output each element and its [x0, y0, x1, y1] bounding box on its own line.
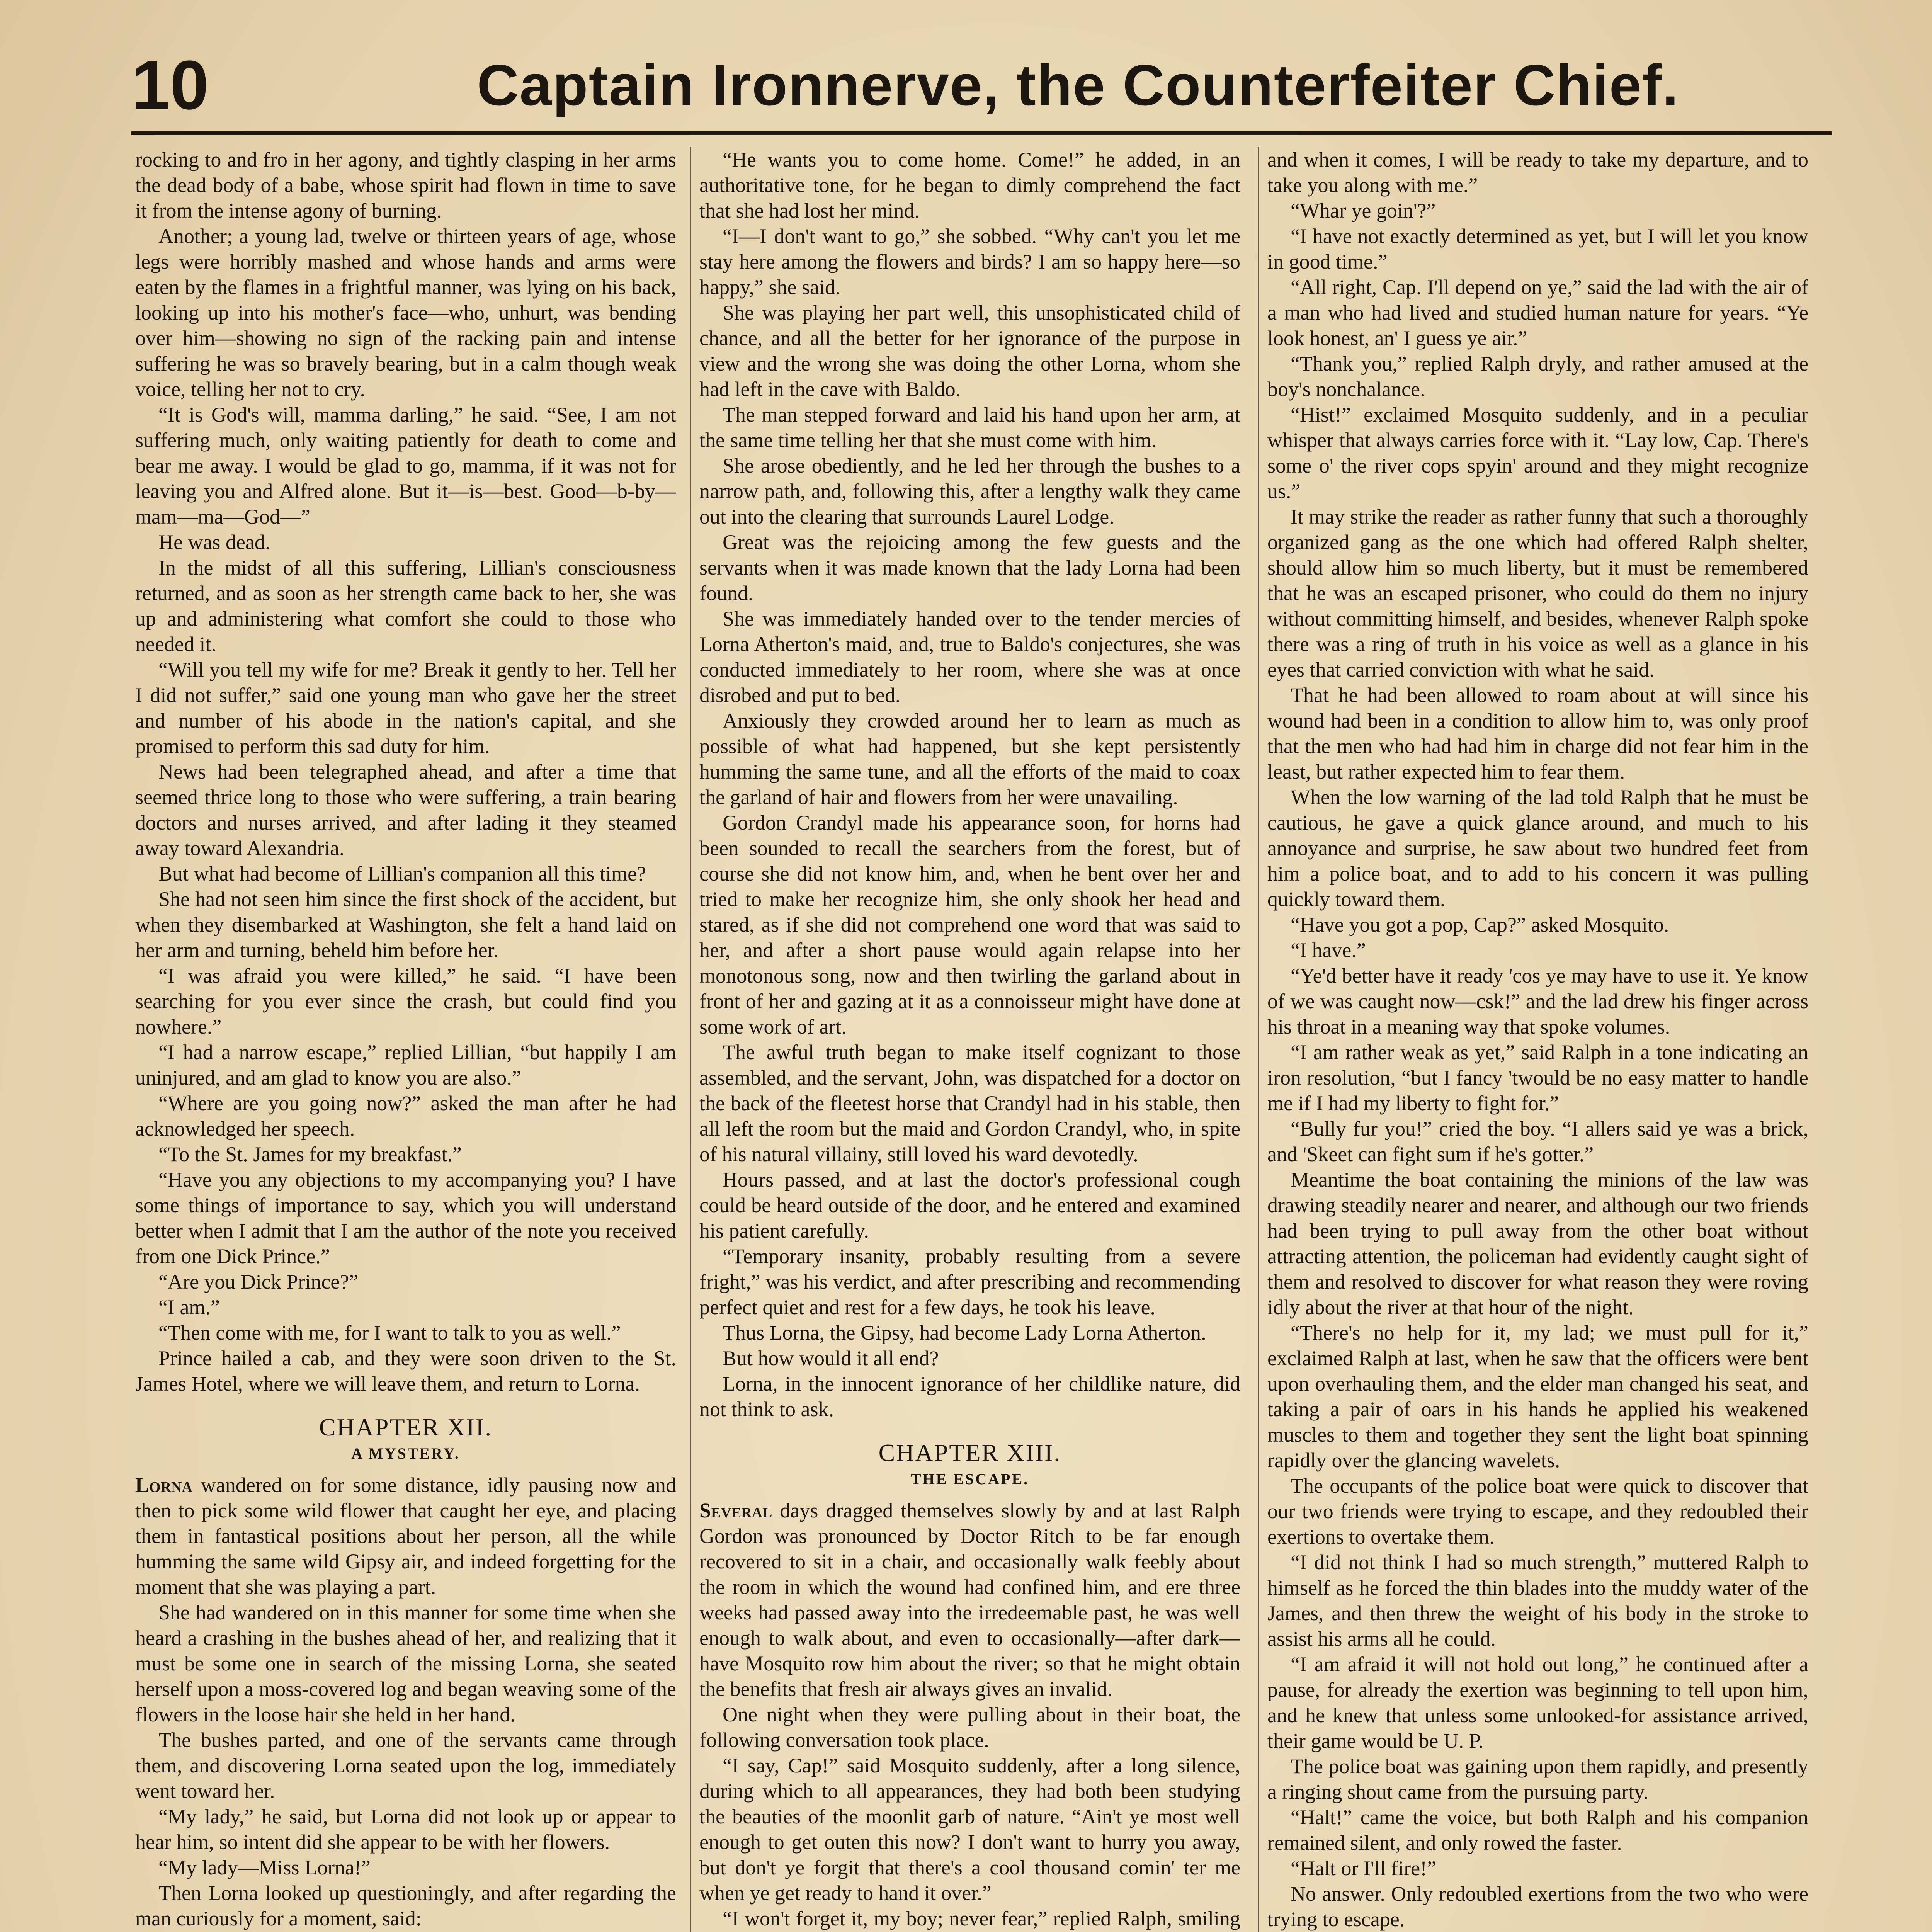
paragraph: “There's no help for it, my lad; we must pull for it,” exclaimed Ralph at last, when he saw that the officers were bent upon overhauling them, and the elder man changed his seat, and taking a pair of oars in his hands he applied his weakened muscles to them and together they sent the light boat spinning rapidly over the glancing wavelets. [1267, 1321, 1808, 1472]
paragraph: “I have.” [1291, 939, 1366, 962]
paragraph: “It is God's will, mamma darling,” he said. “See, I am not suffering much, only waiting patiently for death to come and bear me away. I would be glad to go, mamma, if it was not for leaving you and Alfred alone. But it—is—best. Good—b-by—mam—ma—God—” [135, 403, 676, 528]
lead-word: Several [699, 1499, 772, 1522]
paragraph: He was dead. [158, 531, 270, 554]
paragraph: “I—I don't want to go,” she sobbed. “Why can't you let me stay here among the flowers and birds? I am so happy here—so happy,” she said. [699, 224, 1240, 299]
paragraph: “Have you got a pop, Cap?” asked Mosquito. [1291, 913, 1669, 936]
paragraph-opening [699, 1498, 1240, 1702]
paragraph: “I say, Cap!” said Mosquito suddenly, after a long silence, during which to all appearances, they had both been studying the beauties of the moonlit garb of nature. “Ain't ye most well enough to get outen this now? I don't want to hurry you away, but don't ye forgit that there's a cool thousand comin' ter me when ye get ready to hand it over.” [699, 1754, 1240, 1905]
column-3 [1267, 147, 1808, 1932]
header-rule [131, 131, 1832, 135]
paragraph: Anxiously they crowded around her to learn as much as possible of what had happened, but she kept persistently humming the same tune, and all the efforts of the maid to coax the garland of hair and flowers from her were unavailing. [699, 709, 1240, 809]
paragraph: News had been telegraphed ahead, and after a time that seemed thrice long to those who were suffering, a train bearing doctors and nurses arrived, and after lading it they steamed away toward Alexandria. [135, 760, 676, 860]
paragraph: She was immediately handed over to the tender mercies of Lorna Atherton's maid, and, true to Baldo's conjectures, she was conducted immediately to her room, where she was at once disrobed and put to bed. [699, 607, 1240, 707]
column-1 [135, 147, 676, 1932]
paragraph: The man stepped forward and laid his hand upon her arm, at the same time telling her that she must come with him. [699, 403, 1240, 452]
paragraph: No answer. Only redoubled exertions from the two who were trying to escape. [1267, 1882, 1808, 1931]
paragraph: rocking to and fro in her agony, and tightly clasping in her arms the dead body of a babe, whose spirit had flown in time to save it from the intense agony of burning. [135, 148, 676, 222]
column-divider-2 [1258, 147, 1259, 1932]
paragraph: It may strike the reader as rather funny that such a thoroughly organized gang as the one which had offered Ralph shelter, should allow him so much liberty, but it must be remembered that he was an escaped prisoner, who could do them no injury without committing himself, and besides, whenever Ralph spoke there was a ring of truth in his voice as well as a glance in his eyes that carried conviction with what he said. [1267, 505, 1808, 681]
paragraph: The police boat was gaining upon them rapidly, and presently a ringing shout came from the pursuing party. [1267, 1755, 1808, 1803]
paragraph: “I did not think I had so much strength,” muttered Ralph to himself as he forced the thin blades into the muddy water of the James, and then threw the weight of his body in the stroke to assist his arms all he could. [1267, 1551, 1808, 1650]
paragraph: She arose obediently, and he led her through the bushes to a narrow path, and, following this, after a lengthy walk they came out into the clearing that surrounds Laurel Lodge. [699, 454, 1240, 528]
paragraph: “I have not exactly determined as yet, but I will let you know in good time.” [1267, 224, 1808, 273]
paragraph: “Will you tell my wife for me? Break it gently to her. Tell her I did not suffer,” said one young man who gave her the street and number of his abode in the nation's capital, and she promised to perform this sad duty for him. [135, 658, 676, 758]
paragraph-text: days dragged themselves slowly by and at last Ralph Gordon was pronounced by Doctor Ritch to be far enough recovered to sit in a chair, and occasionally walk feebly about the room in which the wound had confined him, and ere three weeks had passed away into the irredeemable past, he was well enough to walk about, and even to occasionally—after dark—have Mosquito row him about the river; so that he might obtain the benefits that fresh air always gives an invalid. [699, 1499, 1240, 1701]
paragraph: When the low warning of the lad told Ralph that he must be cautious, he gave a quick glance around, and much to his annoyance and surprise, he saw about two hundred feet from him a police boat, and to add to his concern it was pulling quickly toward them. [1267, 786, 1808, 911]
paragraph: “I am afraid it will not hold out long,” he continued after a pause, for already the exertion was beginning to tell upon him, and he knew that unless some unlooked-for assistance arrived, their game would be U. P. [1267, 1653, 1808, 1752]
paragraph: That he had been allowed to roam about at will since his wound had been in a condition to allow him to, was only proof that the men who had had him in charge did not fear him in the least, but rather expected him to fear them. [1267, 684, 1808, 783]
paragraph: “Halt!” came the voice, but both Ralph and his companion remained silent, and only rowed the faster. [1267, 1806, 1808, 1854]
paragraph: She was playing her part well, this unsophisticated child of chance, and all the better for her ignorance of the purpose in view and the wrong she was doing the other Lorna, whom she had left in the cave with Baldo. [699, 301, 1240, 401]
paragraph: “I won't forget it, my boy; never fear,” replied Ralph, smiling [723, 1907, 1240, 1930]
paragraph: Great was the rejoicing among the few guests and the servants when it was made known that the lady Lorna had been found. [699, 531, 1240, 605]
paragraph: “To the St. James for my breakfast.” [158, 1143, 462, 1166]
paragraph: “Are you Dick Prince?” [158, 1270, 359, 1293]
paragraph: “I am.” [158, 1296, 220, 1319]
running-title: Captain Ironnerve, the Counterfeiter Chief. [477, 52, 1679, 117]
paragraph-opening [135, 1472, 676, 1600]
paragraph: She had not seen him since the first shock of the accident, but when they disembarked at Washington, she felt a hand laid on her arm and turning, beheld him before her. [135, 888, 676, 962]
paragraph: Thus Lorna, the Gipsy, had become Lady Lorna Atherton. [723, 1321, 1206, 1344]
paragraph: “He wants you to come home. Come!” he added, in an authoritative tone, for he began to dimly comprehend the fact that she had lost her mind. [699, 148, 1240, 222]
paragraph: But what had become of Lillian's companion all this time? [158, 862, 646, 885]
paragraph: “I was afraid you were killed,” he said. “I have been searching for you ever since the crash, but could find you nowhere.” [135, 964, 676, 1038]
chapter-subtitle: THE ESCAPE. [910, 1470, 1029, 1488]
paragraph: “Thank you,” replied Ralph dryly, and rather amused at the boy's nonchalance. [1267, 352, 1808, 401]
column-2 [699, 147, 1240, 1932]
paragraph: In the midst of all this suffering, Lillian's consciousness returned, and as soon as her strength came back to her, she was up and administering what comfort she could to those who needed it. [135, 556, 676, 656]
paragraph: “Whar ye goin'?” [1291, 199, 1436, 222]
paragraph: Meantime the boat containing the minions of the law was drawing steadily nearer and nearer, and although our two friends had been trying to pull away from the other boat without attracting attention, the policeman had evidently caught sight of them and resolved to discover for what reason they were roving idly about the river at that hour of the night. [1267, 1168, 1808, 1319]
column-divider-1 [690, 147, 691, 1932]
paragraph: “My lady,” he said, but Lorna did not look up or appear to hear him, so intent did she appear to be with her flowers. [135, 1805, 676, 1854]
paragraph: She had wandered on in this manner for some time when she heard a crashing in the bushes ahead of her, and realizing that it must be some one in search of the missing Lorna, she seated herself upon a moss-covered log and began weaving some of the flowers in the loose hair she held in her hand. [135, 1601, 676, 1726]
paragraph: Prince hailed a cab, and they were soon driven to the St. James Hotel, where we will leave them, and return to Lorna. [135, 1347, 676, 1395]
paragraph: “All right, Cap. I'll depend on ye,” said the lad with the air of a man who had lived and studied human nature for years. “Ye look honest, an' I guess ye air.” [1267, 276, 1808, 350]
paragraph: Another; a young lad, twelve or thirteen years of age, whose legs were horribly mashed and whose hands and arms were eaten by the flames in a frightful manner, was lying on his back, looking up into his mother's face—who, unhurt, was bending over him—showing no sign of the racking pain and intense suffering he was so bravely bearing, but in a calm though weak voice, telling her not to cry. [135, 224, 676, 401]
paragraph: “Temporary insanity, probably resulting from a severe fright,” was his verdict, and after prescribing and recommending perfect quiet and rest for a few days, he took his leave. [699, 1245, 1240, 1319]
paragraph: “I had a narrow escape,” replied Lillian, “but happily I am uninjured, and am glad to know you are also.” [135, 1041, 676, 1089]
paragraph: Then Lorna looked up questioningly, and after regarding the man curiously for a moment, said: [135, 1881, 676, 1930]
paragraph: “Halt or I'll fire!” [1291, 1857, 1437, 1880]
paragraph: But how would it all end? [723, 1347, 939, 1370]
paragraph: The bushes parted, and one of the servants came through them, and discovering Lorna seated upon the log, immediately went toward her. [135, 1728, 676, 1803]
page-number: 10 [131, 46, 209, 124]
chapter-heading: CHAPTER XIII. [878, 1439, 1061, 1466]
paragraph: “Hist!” exclaimed Mosquito suddenly, and in a peculiar whisper that always carries force with it. “Lay low, Cap. There's some o' the river cops spyin' around and they might recognize us.” [1267, 403, 1808, 503]
paragraph: The awful truth began to make itself cognizant to those assembled, and the servant, John, was dispatched for a doctor on the back of the fleetest horse that Crandyl had in his stable, then all left the room but the maid and Gordon Crandyl, who, in spite of his natural villainy, still loved his ward devotedly. [699, 1041, 1240, 1166]
chapter-heading: CHAPTER XII. [319, 1413, 493, 1441]
paragraph: Lorna, in the innocent ignorance of her childlike nature, did not think to ask. [699, 1372, 1240, 1421]
paragraph: “Then come with me, for I want to talk to you as well.” [158, 1321, 621, 1344]
lead-word: Lorna [135, 1473, 192, 1497]
page-header [131, 46, 1832, 124]
paragraph: and when it comes, I will be ready to take my departure, and to take you along with me.” [1267, 148, 1808, 197]
paragraph: “Have you any objections to my accompanying you? I have some things of importance to say, which you will understand better when I admit that I am the author of the note you received from one Dick Prince.” [135, 1168, 676, 1268]
paragraph: “My lady—Miss Lorna!” [158, 1856, 371, 1879]
paragraph: “I am rather weak as yet,” said Ralph in a tone indicating an iron resolution, “but I fancy 'twould be no easy matter to handle me if I had my liberty to fight for.” [1267, 1041, 1808, 1115]
paragraph: “Where are you going now?” asked the man after he had acknowledged her speech. [135, 1092, 676, 1140]
paragraph-text: wandered on for some distance, idly pausing now and then to pick some wild flower that caught her eye, and placing them in fantastical positions about her person, all the while humming the same wild Gipsy air, and indeed forgetting for the moment that she was playing a part. [135, 1473, 676, 1599]
paragraph: “Ye'd better have it ready 'cos ye may have to use it. Ye know of we was caught now—csk!” and the lad drew his finger across his throat in a meaning way that spoke volumes. [1267, 964, 1808, 1038]
paragraph: Gordon Crandyl made his appearance soon, for horns had been sounded to recall the searchers from the forest, but of course she did not know him, and, when he bent over her and tried to make her recognize him, she only shook her head and stared, as if she did not comprehend one word that was said to her, and after a short pause would again relapse into her monotonous song, now and then twirling the garland about in front of her and gazing at it as a connoisseur might have done at some work of art. [699, 811, 1240, 1038]
chapter-subtitle: A MYSTERY. [351, 1445, 460, 1462]
paragraph: “Bully fur you!” cried the boy. “I allers said ye was a brick, and 'Skeet can fight sum if he's gotter.” [1267, 1117, 1808, 1166]
paragraph: One night when they were pulling about in their boat, the following conversation took place. [699, 1703, 1240, 1752]
paragraph: Hours passed, and at last the doctor's professional cough could be heard outside of the door, and he entered and examined his patient carefully. [699, 1168, 1240, 1242]
paragraph: The occupants of the police boat were quick to discover that our two friends were trying to escape, and they redoubled their exertions to overtake them. [1267, 1474, 1808, 1548]
